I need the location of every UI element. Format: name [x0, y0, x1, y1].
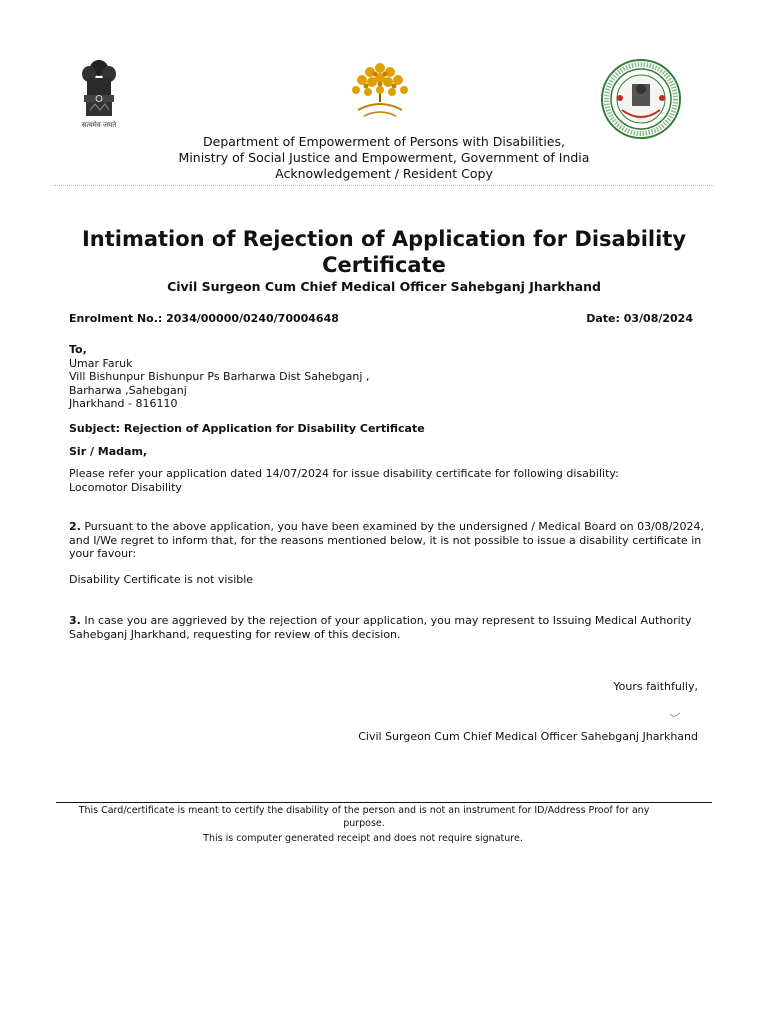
paragraph-3-number: 3.: [69, 614, 81, 627]
jharkhand-state-logo: [344, 58, 416, 126]
recipient-address: [69, 343, 369, 411]
issuing-authority: Civil Surgeon Cum Chief Medical Officer Sahebganj Jharkhand: [167, 279, 601, 294]
palash-flower-icon: [344, 58, 416, 126]
paragraph-2-number: 2.: [69, 520, 81, 533]
footer-divider: [56, 802, 712, 803]
letter-subject: Subject: Rejection of Application for Disability Certificate: [69, 422, 425, 435]
address-line-1: Vill Bishunpur Bishunpur Ps Barharwa Dist Sahebganj ,: [69, 370, 370, 383]
paragraph-2: [69, 520, 709, 561]
footer-disclaimer: This Card/certificate is meant to certify the disability of the person and is not an instrument for ID/Address Proof for any purpose.: [78, 805, 650, 829]
jharkhand-seal-icon: [600, 58, 682, 140]
salutation: Sir / Madam,: [69, 445, 148, 458]
paragraph-3: [69, 614, 709, 641]
document-date: Date: 03/08/2024: [586, 312, 693, 325]
document-title: Intimation of Rejection of Application for Disability Certificate: [81, 227, 687, 277]
copy-type-line: Acknowledgement / Resident Copy: [275, 166, 493, 181]
enrolment-number: Enrolment No.: 2034/00000/0240/70004648: [69, 312, 339, 325]
to-label: To,: [69, 343, 87, 356]
address-line-2: Barharwa ,Sahebganj: [69, 383, 187, 397]
paragraph-3-text: In case you are aggrieved by the rejection of your application, you may represent to Issuing Medical Authority Sahebganj Jharkhand, requesting for review of this decision.: [69, 614, 692, 641]
paragraph-1-text: Please refer your application dated 14/07/2024 for issue disability certificate for following disability:: [69, 467, 619, 480]
emblem-motto: सत्यमेव जयते: [81, 121, 117, 129]
paragraph-1: [69, 467, 709, 494]
header-divider: [54, 185, 714, 186]
department-line: Department of Empowerment of Persons with Disabilities,: [203, 134, 565, 149]
paragraph-2-text: Pursuant to the above application, you have been examined by the undersigned / Medical Board on 03/08/2024, and I/We regret to inform that, for the reasons mentioned below, it is not possible to issue a disability certificate in your favour:: [69, 520, 704, 560]
government-of-jharkhand-seal: [600, 58, 682, 140]
department-header: [0, 134, 768, 182]
signatory: Civil Surgeon Cum Chief Medical Officer Sahebganj Jharkhand: [358, 730, 698, 743]
national-emblem-logo: [74, 58, 124, 136]
recipient-name: Umar Faruk: [69, 356, 133, 370]
closing: Yours faithfully,: [613, 680, 698, 693]
footer-note: This is computer generated receipt and does not require signature.: [203, 833, 523, 844]
ministry-line: Ministry of Social Justice and Empowerment, Government of India: [178, 150, 590, 165]
address-line-3: Jharkhand - 816110: [69, 397, 178, 410]
disability-type: Locomotor Disability: [69, 480, 182, 494]
signature-mark-icon: [652, 706, 698, 724]
logo-row: [0, 56, 768, 136]
ashoka-lion-icon: [78, 58, 120, 120]
rejection-reason: Disability Certificate is not visible: [69, 573, 254, 586]
